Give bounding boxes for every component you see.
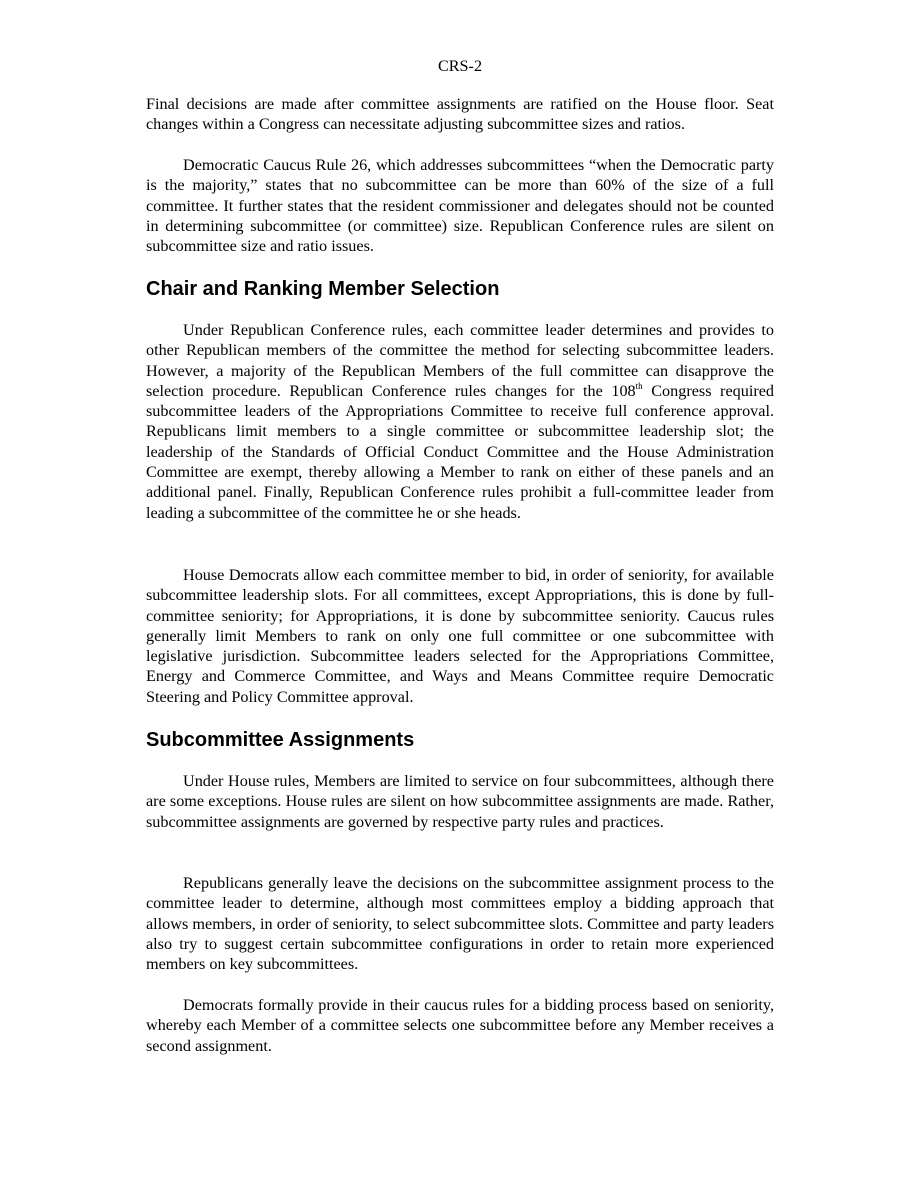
paragraph-republicans-assignment: Republicans generally leave the decisions on the subcommittee assignment process to the committee leader to determine, although most committees employ a bidding approach that allows members, in order of seniority, to select subcommittee slots. Committee and party leaders also try to suggest certain subcommittee configurations in order to retain more experienced members on key subcommittees. <box>146 874 774 974</box>
paragraph-text-part: Congress required subcommittee leaders of the Appropriations Committee to receive full conference approval. Republicans limit members to a single committee or subcommittee leadership slot; the leadership of the Standards of Official Conduct Committee and the House Administration Committee are exempt, thereby allowing a Member to rank on either of these panels and an additional panel. Finally, Republican Conference rules prohibit a full-committee leader from leading a subcommittee of the committee he or she heads. <box>146 381 774 522</box>
paragraph-ratification: Final decisions are made after committee assignments are ratified on the House floor. Seat changes within a Congress can necessitate adjusting subcommittee sizes and ratios. <box>146 95 774 134</box>
paragraph-house-democrats: House Democrats allow each committee member to bid, in order of seniority, for available subcommittee leadership slots. For all committees, except Appropriations, this is done by full-committee seniority; for Appropriations, it is done by subcommittee seniority. Caucus rules generally limit Members to rank on only one full committee or one subcommittee with legislative jurisdiction. Subcommittee leaders selected for the Appropriations Committee, Energy and Commerce Committee, and Ways and Means Committee require Democratic Steering and Policy Committee approval. <box>146 566 774 706</box>
section-heading-subcommittee-assignments: Subcommittee Assignments <box>146 729 415 751</box>
section-heading-chair-ranking: Chair and Ranking Member Selection <box>146 278 500 300</box>
paragraph-democrats-bidding: Democrats formally provide in their caucus rules for a bidding process based on seniority, whereby each Member of a committee selects one subcommittee before any Member receives a second assignment. <box>146 996 774 1055</box>
paragraph-text-part: Under Republican Conference rules, each committee leader determines and provides to other Republican members of the committee the method for selecting subcommittee leaders. However, a majority of the Republican Members of the full committee can disapprove the selection procedure. Republican Conference rules changes for the 108 <box>146 321 774 400</box>
ordinal-superscript: th <box>635 380 643 391</box>
paragraph-house-rules: Under House rules, Members are limited to service on four subcommittees, although there are some exceptions. House rules are silent on how subcommittee assignments are made. Rather, subcommittee assignments are governed by respective party rules and practices. <box>146 772 774 831</box>
page-number: CRS-2 <box>437 57 483 75</box>
paragraph-republican-conference-rules <box>146 320 774 523</box>
paragraph-democratic-caucus-rule: Democratic Caucus Rule 26, which addresses subcommittees “when the Democratic party is the majority,” states that no subcommittee can be more than 60% of the size of a full committee. It further states that the resident commissioner and delegates should not be counted in determining subcommittee (or committee) size. Republican Conference rules are silent on subcommittee size and ratio issues. <box>146 156 774 256</box>
